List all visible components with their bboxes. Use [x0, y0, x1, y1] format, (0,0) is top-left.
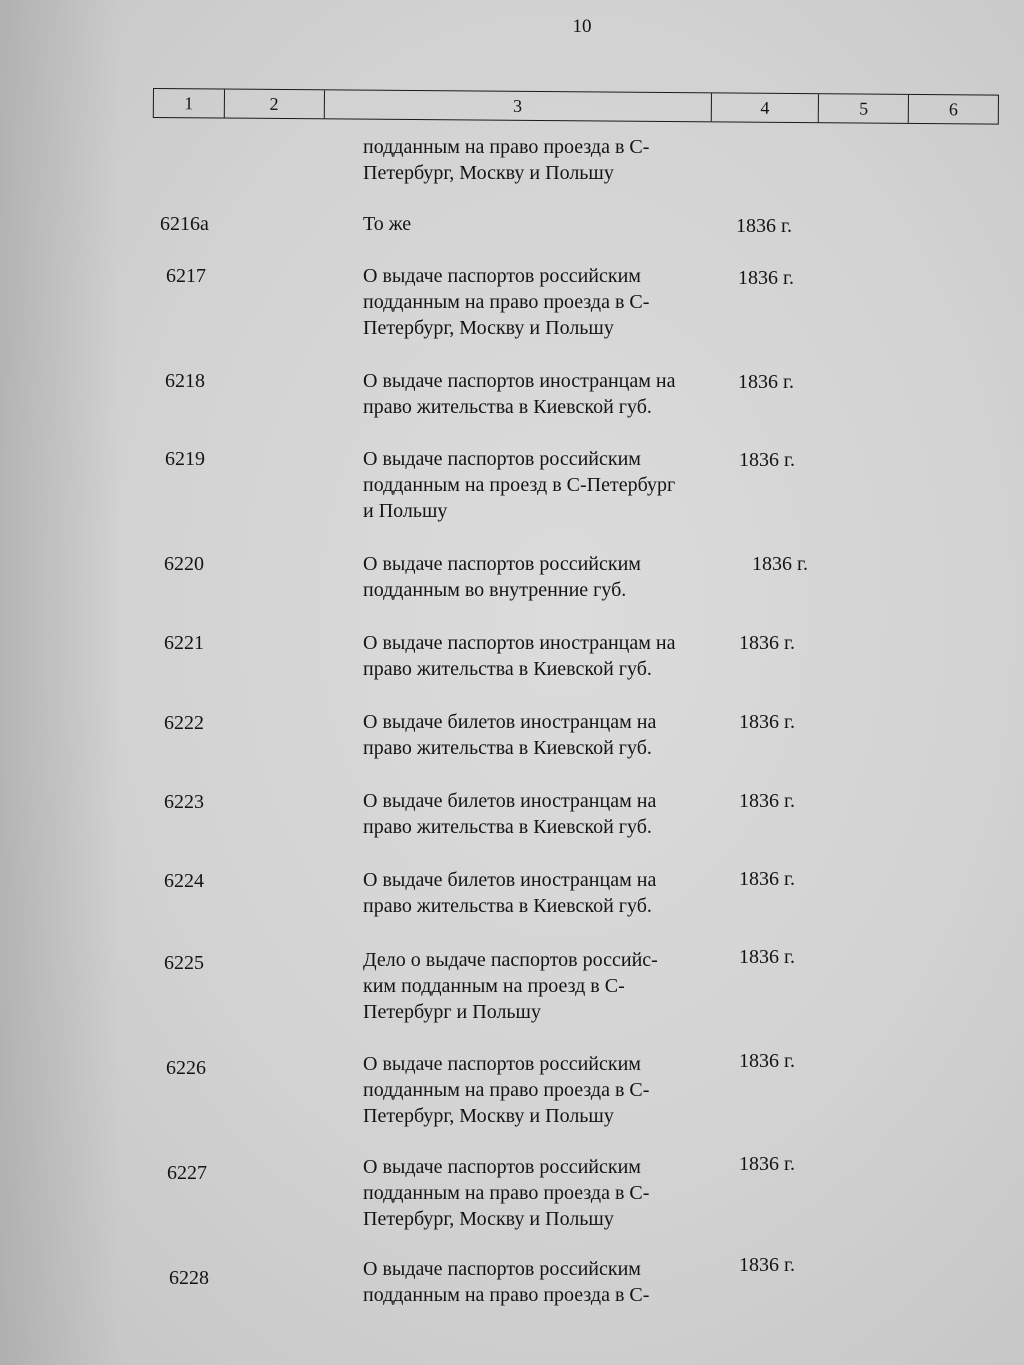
entry-number: 6222: [164, 712, 204, 734]
entry-title: [363, 211, 733, 237]
entry-title-line: О выдаче паспортов российским: [363, 448, 641, 470]
entry-title-line: и Польшу: [363, 500, 448, 522]
entry-title-line: О выдаче билетов иностранцам на: [363, 790, 657, 812]
entry-number: 6223: [164, 791, 204, 813]
entry-title-line: О выдаче паспортов российским: [363, 1156, 641, 1178]
entry-date: 1836 г.: [736, 215, 792, 237]
entry-title-line: О выдаче паспортов иностранцам на: [363, 632, 676, 654]
entry-date: 1836 г.: [739, 711, 795, 733]
entry-number: 6219: [165, 448, 205, 470]
entry-title-line: подданным на право проезда в С-: [363, 1284, 650, 1306]
entry-title-line: подданным на проезд в С-Петербург: [363, 474, 676, 496]
entry-title-line: право жительства в Киевской губ.: [363, 658, 652, 680]
entry-number: 6224: [164, 870, 204, 892]
entry-title: [363, 947, 733, 1025]
entry-title-line: право жительства в Киевской губ.: [363, 816, 652, 838]
entry-number: 6220: [164, 553, 204, 575]
entry-number: 6221: [164, 632, 204, 654]
entry-title: [363, 630, 733, 682]
column-header-6: 6: [948, 98, 959, 119]
entry-title: [363, 709, 733, 761]
entry-date: 1836 г.: [738, 371, 794, 393]
continuation-text: [363, 134, 733, 186]
continuation-line: подданным на право проезда в С-: [363, 136, 650, 158]
entry-title: [363, 263, 733, 341]
entry-number: 6217: [166, 265, 206, 287]
entry-date: 1836 г.: [752, 553, 808, 575]
entry-title: [363, 788, 733, 840]
entry-title-line: О выдаче паспортов российским: [363, 265, 641, 287]
entry-date: 1836 г.: [739, 868, 795, 890]
entry-title-line: подданным на право проезда в С-: [363, 291, 650, 313]
entry-title: [363, 1154, 733, 1232]
entry-title-line: подданным во внутренние губ.: [363, 579, 627, 601]
entry-number: 6218: [165, 370, 205, 392]
page-number: 10: [572, 16, 592, 37]
entry-title-line: Петербург, Москву и Польшу: [363, 1208, 614, 1230]
entry-date: 1836 г.: [739, 449, 795, 471]
entry-title-line: подданным на право проезда в С-: [363, 1079, 650, 1101]
entry-title-line: То же: [363, 213, 412, 235]
entry-title-line: ким подданным на проезд в С-: [363, 975, 625, 997]
entry-title: [363, 867, 733, 919]
entry-title-line: О выдаче паспортов российским: [363, 553, 641, 575]
entry-number: 6226: [166, 1057, 206, 1079]
entry-number: 6225: [164, 952, 204, 974]
entry-title: [363, 1256, 733, 1308]
entry-date: 1836 г.: [738, 267, 794, 289]
entry-title-line: Петербург, Москву и Польшу: [363, 1105, 614, 1127]
column-header-5: 5: [819, 94, 909, 123]
entry-title-line: подданным на право проезда в С-: [363, 1182, 650, 1204]
entry-title: [363, 1051, 733, 1129]
entry-number: 6216а: [160, 213, 209, 235]
entry-date: 1836 г.: [739, 1153, 795, 1175]
entry-date: 1836 г.: [739, 1254, 795, 1276]
entry-date: 1836 г.: [739, 946, 795, 968]
entry-title-line: О выдаче билетов иностранцам на: [363, 869, 657, 891]
column-header-2: 2: [225, 90, 325, 119]
entry-title: [363, 551, 733, 603]
entry-title-line: Петербург, Москву и Польшу: [363, 317, 614, 339]
column-header-1: 1: [154, 89, 225, 118]
entry-title-line: О выдаче паспортов российским: [363, 1258, 641, 1280]
entry-date: 1836 г.: [739, 1050, 795, 1072]
entry-title-line: О выдаче паспортов российским: [363, 1053, 641, 1075]
entry-title-line: Петербург и Польшу: [363, 1001, 541, 1023]
continuation-line: Петербург, Москву и Польшу: [363, 162, 614, 184]
column-header-3: 3: [324, 90, 711, 121]
entry-title: [363, 368, 733, 420]
entry-date: 1836 г.: [739, 790, 795, 812]
entry-title-line: Дело о выдаче паспортов российс-: [363, 949, 658, 971]
entry-title-line: О выдаче паспортов иностранцам на: [363, 370, 676, 392]
entry-number: 6227: [167, 1162, 207, 1184]
column-header-4: 4: [711, 93, 819, 122]
entry-number: 6228: [169, 1267, 209, 1289]
entry-date: 1836 г.: [739, 632, 795, 654]
entry-title-line: право жительства в Киевской губ.: [363, 895, 652, 917]
entry-title: [363, 446, 733, 524]
entry-title-line: О выдаче билетов иностранцам на: [363, 711, 657, 733]
entry-title-line: право жительства в Киевской губ.: [363, 737, 652, 759]
entry-title-line: право жительства в Киевской губ.: [363, 396, 652, 418]
